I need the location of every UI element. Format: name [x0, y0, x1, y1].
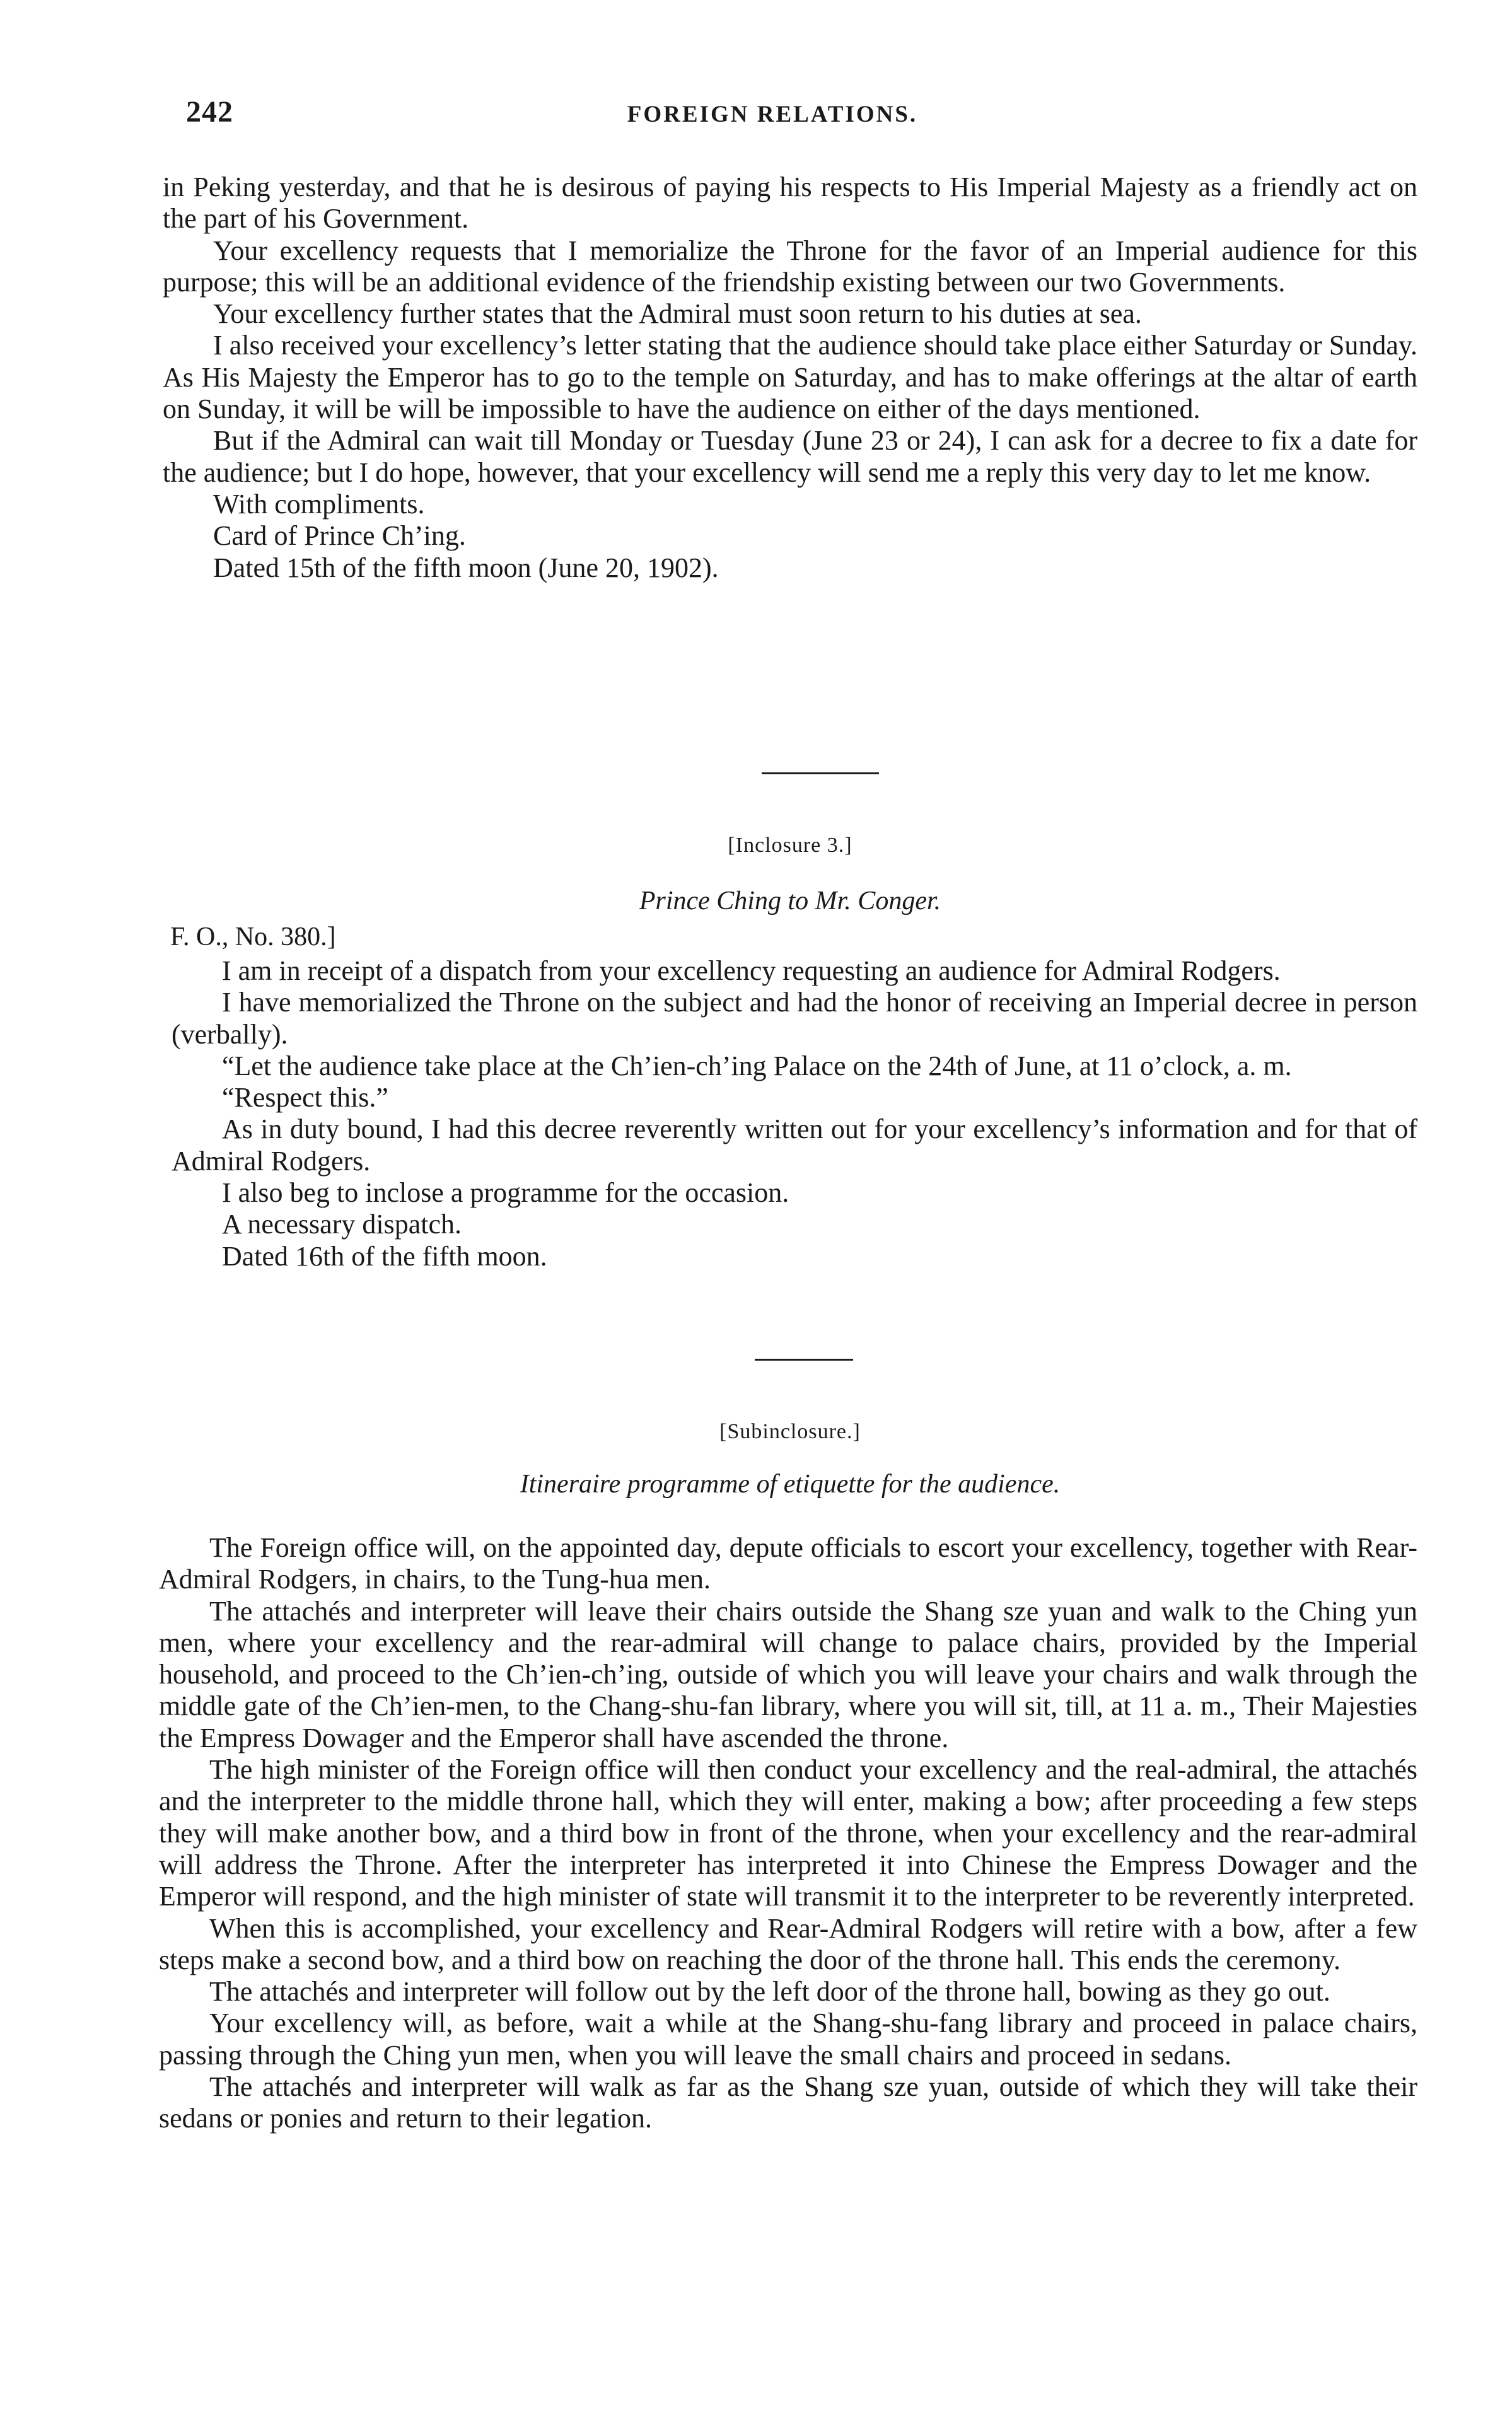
paragraph: The attachés and interpreter will follow out by the left door of the throne hall, bowing as they go out.	[209, 1976, 1330, 2008]
paragraph: in Peking yesterday, and that he is desirous of paying his respects to His Imperial Majesty as a friendly act on the part of his Government.	[163, 171, 1417, 235]
inclosure-title: Prince Ching to Mr. Conger.	[639, 887, 941, 916]
paragraph: The attachés and interpreter will leave their chairs outside the Shang sze yuan and walk to the Ching yun men, where your excellency and the rear-admiral will change to palace chairs, provided by the Imperial household, and proceed to the Ch’ien-ch’ing, outside of which you will leave your chairs and walk through the middle gate of the Ch’ien-men, to the Chang-shu-fan library, where you will sit, till, at 11 a. m., Their Majesties the Empress Dowager and the Emperor shall have ascended the throne.	[159, 1595, 1417, 1753]
paragraph: Card of Prince Ch’ing.	[213, 520, 466, 552]
inclosure-label: [Inclosure 3.]	[728, 834, 852, 857]
paragraph: With compliments.	[213, 488, 425, 520]
paragraph: “Respect this.”	[222, 1082, 388, 1113]
inclosure-body	[172, 955, 1417, 1272]
paragraph: Your excellency requests that I memorialize the Throne for the favor of an Imperial audience for this purpose; this will be an additional evidence of the friendship existing between our two Governments.	[163, 235, 1417, 298]
paragraph: Dated 15th of the fifth moon (June 20, 1902).	[213, 552, 719, 583]
page-number: 242	[186, 95, 233, 129]
letter-continuation	[163, 171, 1417, 584]
paragraph: “Let the audience take place at the Ch’ien-ch’ing Palace on the 24th of June, at 11 o’clock, a. m.	[222, 1050, 1292, 1081]
paragraph: The attachés and interpreter will walk as far as the Shang sze yuan, outside of which they will take their sedans or ponies and return to their legation.	[159, 2071, 1417, 2134]
paragraph: Your excellency further states that the Admiral must soon return to his duties at sea.	[213, 298, 1142, 330]
paragraph: The high minister of the Foreign office will then conduct your excellency and the real-admiral, the attachés and the interpreter to the middle throne hall, which they will enter, making a bow; after proceeding a few steps they will make another bow, and a third bow in front of the throne, when your excellency and the rear-admiral will address the Throne. After the interpreter has interpreted it into Chinese the Empress Dowager and the Emperor will respond, and the high minister of state will transmit it to the interpreter to be reverently interpreted.	[159, 1754, 1417, 1912]
paragraph: The Foreign office will, on the appointed day, depute officials to escort your excellency, together with Rear-Admiral Rodgers, in chairs, to the Tung-hua men.	[159, 1532, 1417, 1595]
section-divider	[755, 1359, 853, 1361]
dispatch-reference: F. O., No. 380.]	[170, 922, 336, 951]
paragraph: I also beg to inclose a programme for the occasion.	[222, 1177, 789, 1209]
subinclosure-title: Itineraire programme of etiquette for the audience.	[520, 1470, 1061, 1499]
paragraph: A necessary dispatch.	[222, 1209, 462, 1240]
paragraph: I also received your excellency’s letter stating that the audience should take place either Saturday or Sunday. As His Majesty the Emperor has to go to the temple on Saturday, and has to make offerings at the altar of earth on Sunday, it will be will be impossible to have the audience on either of the days mentioned.	[163, 330, 1417, 425]
section-divider	[762, 772, 879, 774]
subinclosure-label: [Subinclosure.]	[719, 1420, 861, 1443]
paragraph: I am in receipt of a dispatch from your excellency requesting an audience for Admiral Rodgers.	[222, 955, 1281, 986]
paragraph: Your excellency will, as before, wait a while at the Shang-shu-fang library and proceed in palace chairs, passing through the Ching yun men, when you will leave the small chairs and proceed in sedans.	[159, 2008, 1417, 2071]
running-head: FOREIGN RELATIONS.	[627, 102, 918, 127]
page-header	[186, 95, 1359, 139]
paragraph: I have memorialized the Throne on the subject and had the honor of receiving an Imperial decree in person (verbally).	[172, 987, 1417, 1050]
subinclosure-body	[159, 1532, 1417, 2135]
paragraph: As in duty bound, I had this decree reverently written out for your excellency’s information and for that of Admiral Rodgers.	[172, 1113, 1417, 1177]
paragraph: When this is accomplished, your excellency and Rear-Admiral Rodgers will retire with a bow, after a few steps make a second bow, and a third bow on reaching the door of the throne hall. This ends the ceremony.	[159, 1912, 1417, 1975]
paragraph: Dated 16th of the fifth moon.	[222, 1240, 547, 1272]
paragraph: But if the Admiral can wait till Monday or Tuesday (June 23 or 24), I can ask for a decree to fix a date for the audience; but I do hope, however, that your excellency will send me a reply this very day to let me know.	[163, 425, 1417, 488]
